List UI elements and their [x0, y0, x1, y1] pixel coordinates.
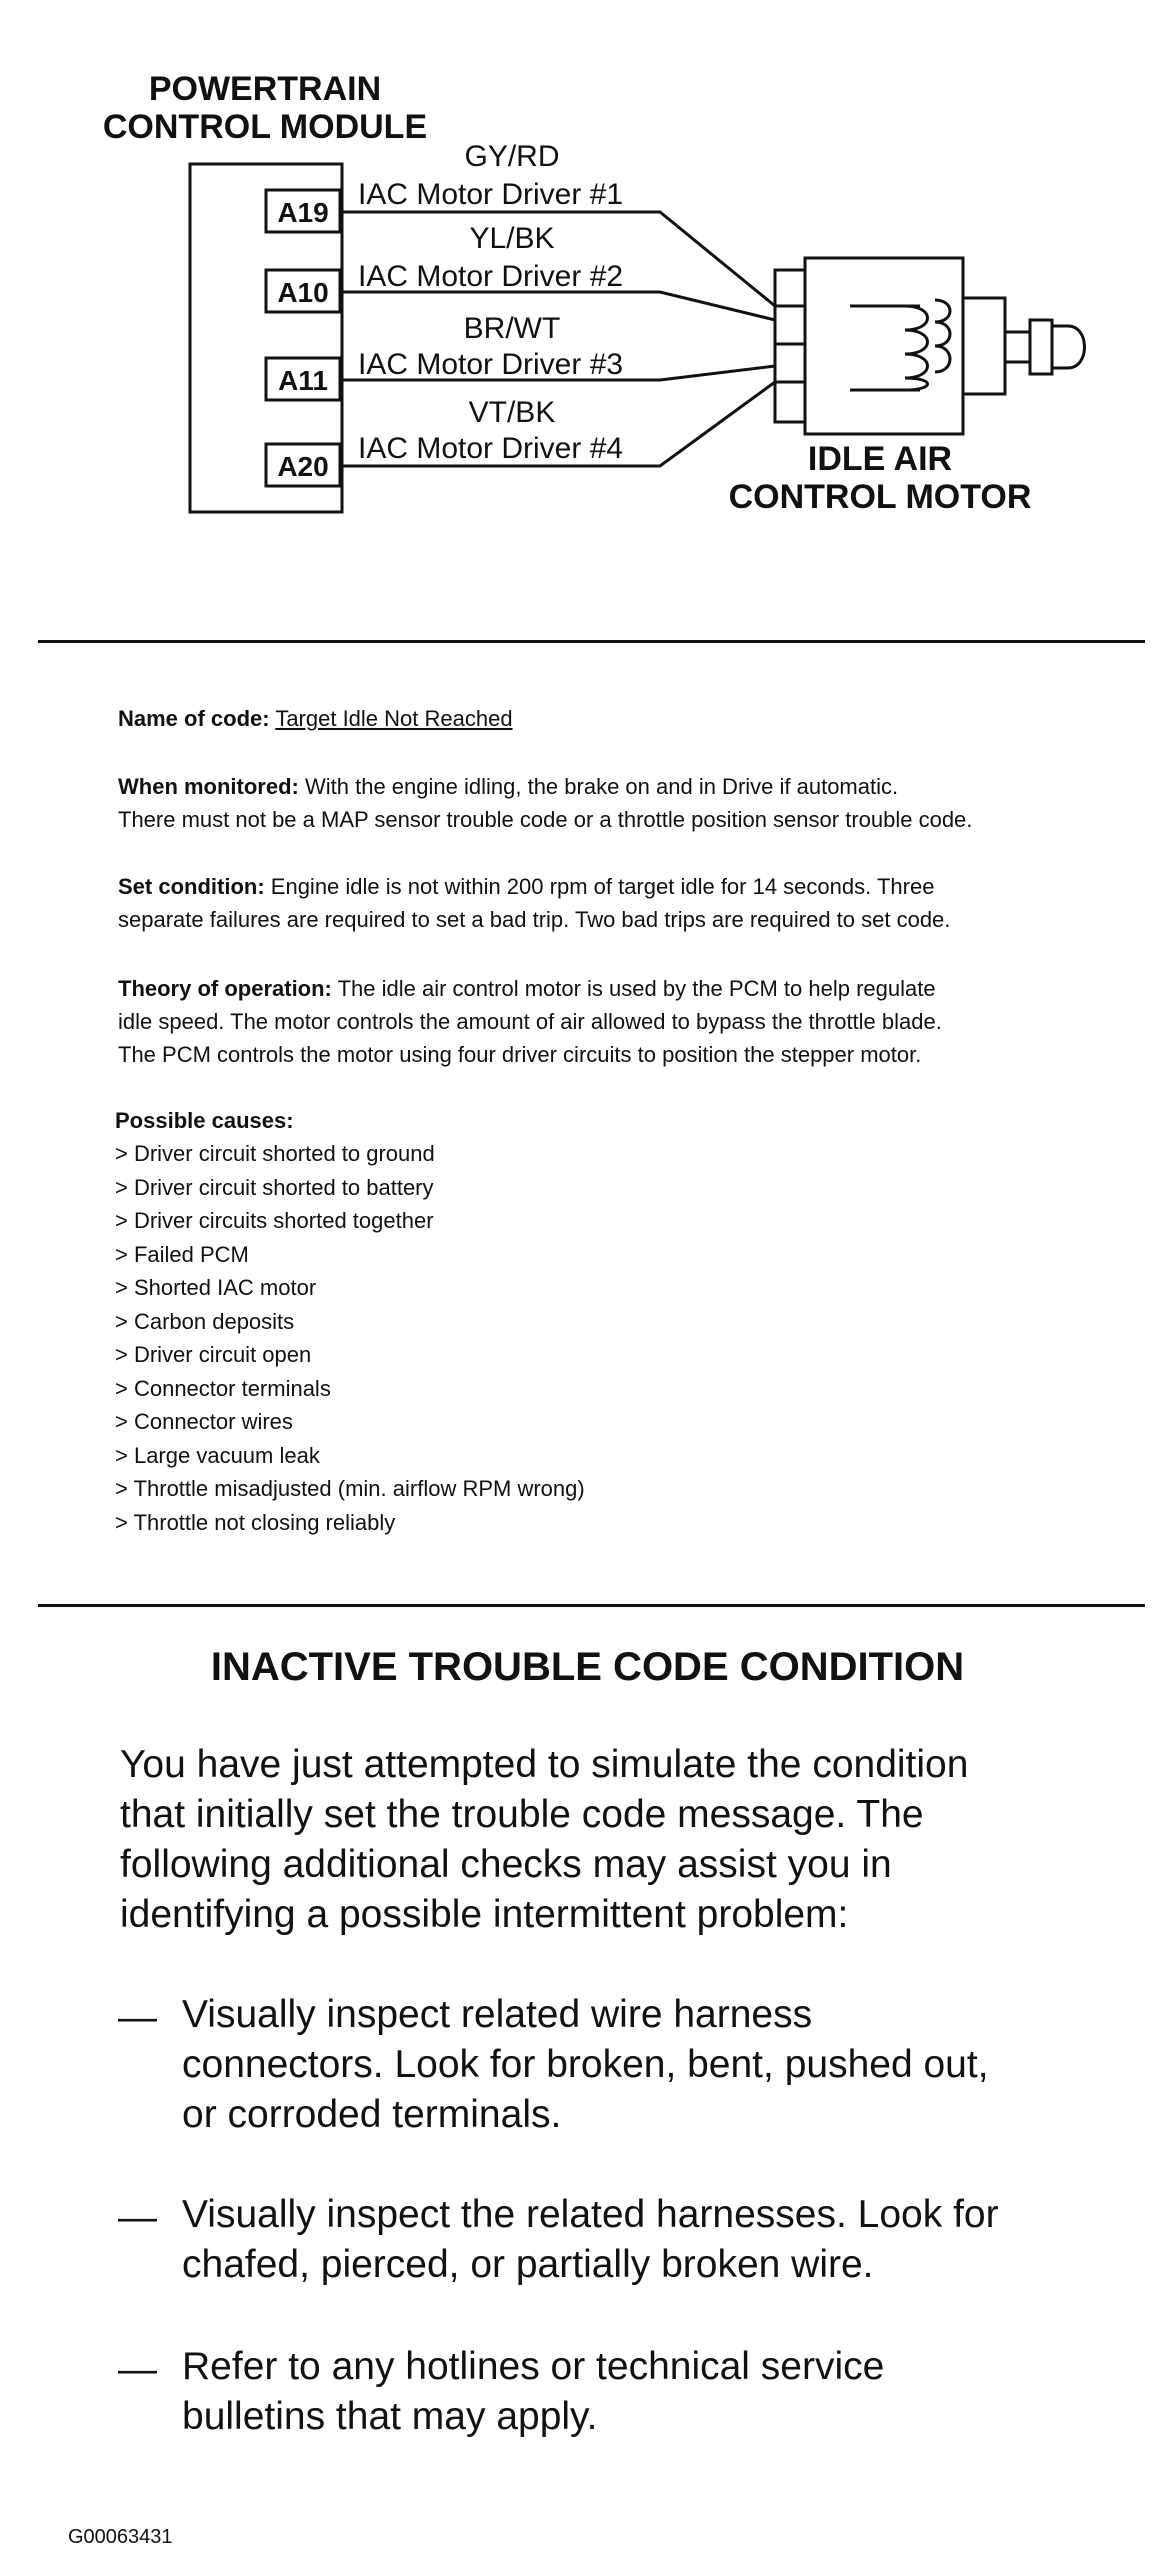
intro-line: identifying a possible intermittent problem:	[120, 1893, 849, 1936]
cause-item: > Throttle misadjusted (min. airflow RPM wrong)	[115, 1476, 585, 1501]
pin-a11-label: A11	[278, 365, 328, 396]
check-2	[182, 2190, 999, 2290]
set-condition	[118, 870, 950, 936]
theory-line2: idle speed. The motor controls the amount of air allowed to bypass the throttle blade.	[118, 1009, 942, 1034]
wire-color-1: GY/RD	[464, 140, 560, 173]
check-3-dash: —	[118, 2348, 157, 2391]
circuit-name-3: IAC Motor Driver #3	[358, 348, 624, 381]
set-line1: Engine idle is not within 200 rpm of target idle for 14 seconds. Three	[270, 874, 935, 899]
motor-connector	[775, 270, 805, 422]
pcm-label-line2: CONTROL MODULE	[102, 108, 428, 146]
wire-color-2: YL/BK	[469, 222, 555, 255]
pin-a20-label: A20	[277, 451, 329, 482]
cause-item: > Driver circuits shorted together	[115, 1208, 434, 1233]
cause-item: > Connector wires	[115, 1409, 293, 1434]
cause-item: > Driver circuit open	[115, 1342, 312, 1367]
check-line: Visually inspect the related harnesses. Look for	[182, 2193, 999, 2236]
divider-1	[38, 640, 1145, 643]
check-line: bulletins that may apply.	[182, 2395, 598, 2438]
motor-label-line2: CONTROL MOTOR	[728, 478, 1032, 516]
possible-causes	[115, 1104, 585, 1539]
cause-item: > Connector terminals	[115, 1375, 331, 1401]
check-1	[182, 1990, 989, 2140]
pin-a19-label: A19	[277, 197, 329, 228]
set-label: Set condition:	[118, 874, 265, 899]
code-name-row	[118, 702, 513, 735]
motor-coil	[850, 306, 928, 390]
set-line2: separate failures are required to set a bad trip. Two bad trips are required to set code.	[118, 907, 951, 932]
cause-item: > Large vacuum leak	[115, 1442, 320, 1468]
theory-line1: The idle air control motor is used by the PCM to help regulate	[337, 976, 936, 1001]
motor-shaft-housing	[963, 298, 1005, 394]
theory-label: Theory of operation:	[118, 976, 332, 1001]
code-name-value: Target Idle Not Reached	[275, 706, 513, 731]
cause-item: > Driver circuit shorted to battery	[115, 1174, 434, 1200]
pcm-label-line1: POWERTRAIN	[148, 70, 382, 108]
code-name-label: Name of code:	[118, 706, 270, 731]
monitored-line2: There must not be a MAP sensor trouble code or a throttle position sensor trouble code.	[118, 807, 973, 832]
pin-a10-label: A10	[277, 277, 329, 308]
check-line: chafed, pierced, or partially broken wire.	[182, 2243, 874, 2286]
check-line: Refer to any hotlines or technical service	[182, 2345, 885, 2388]
check-line: or corroded terminals.	[182, 2093, 562, 2136]
check-line: connectors. Look for broken, bent, pushed out,	[182, 2043, 989, 2086]
motor-pintle	[1030, 320, 1052, 374]
check-3	[182, 2342, 884, 2442]
when-monitored	[118, 770, 972, 836]
figure-id: G00063431	[68, 2526, 173, 2548]
intro-line: following additional checks may assist you in	[120, 1843, 892, 1886]
wire-color-4: VT/BK	[468, 396, 556, 429]
inactive-heading: INACTIVE TROUBLE CODE CONDITION	[210, 1645, 965, 1689]
cause-item: > Carbon deposits	[115, 1308, 295, 1334]
monitored-line1: With the engine idling, the brake on and in Drive if automatic.	[305, 774, 899, 799]
circuit-name-1: IAC Motor Driver #1	[358, 178, 624, 211]
circuit-name-2: IAC Motor Driver #2	[358, 260, 624, 293]
divider-2	[38, 1604, 1145, 1607]
cause-item: > Driver circuit shorted to ground	[115, 1141, 435, 1166]
intro-line: You have just attempted to simulate the condition	[120, 1743, 969, 1786]
monitored-label: When monitored:	[118, 774, 299, 799]
motor-label-line1: IDLE AIR	[807, 440, 953, 478]
circuit-name-4: IAC Motor Driver #4	[358, 432, 624, 465]
causes-title: Possible causes:	[115, 1108, 294, 1133]
wiring-diagram	[0, 0, 1175, 560]
cause-item: > Throttle not closing reliably	[115, 1509, 396, 1535]
check-2-dash: —	[118, 2196, 157, 2239]
check-line: Visually inspect related wire harness	[182, 1993, 813, 2036]
theory-of-operation	[118, 972, 942, 1071]
theory-line3: The PCM controls the motor using four driver circuits to position the stepper motor.	[118, 1042, 922, 1067]
intro-line: that initially set the trouble code message. The	[120, 1793, 924, 1836]
check-1-dash: —	[118, 1996, 157, 2039]
cause-item: > Failed PCM	[115, 1241, 249, 1267]
cause-item: > Shorted IAC motor	[115, 1275, 317, 1300]
wire-color-3: BR/WT	[463, 312, 561, 345]
inactive-intro	[120, 1740, 968, 1940]
